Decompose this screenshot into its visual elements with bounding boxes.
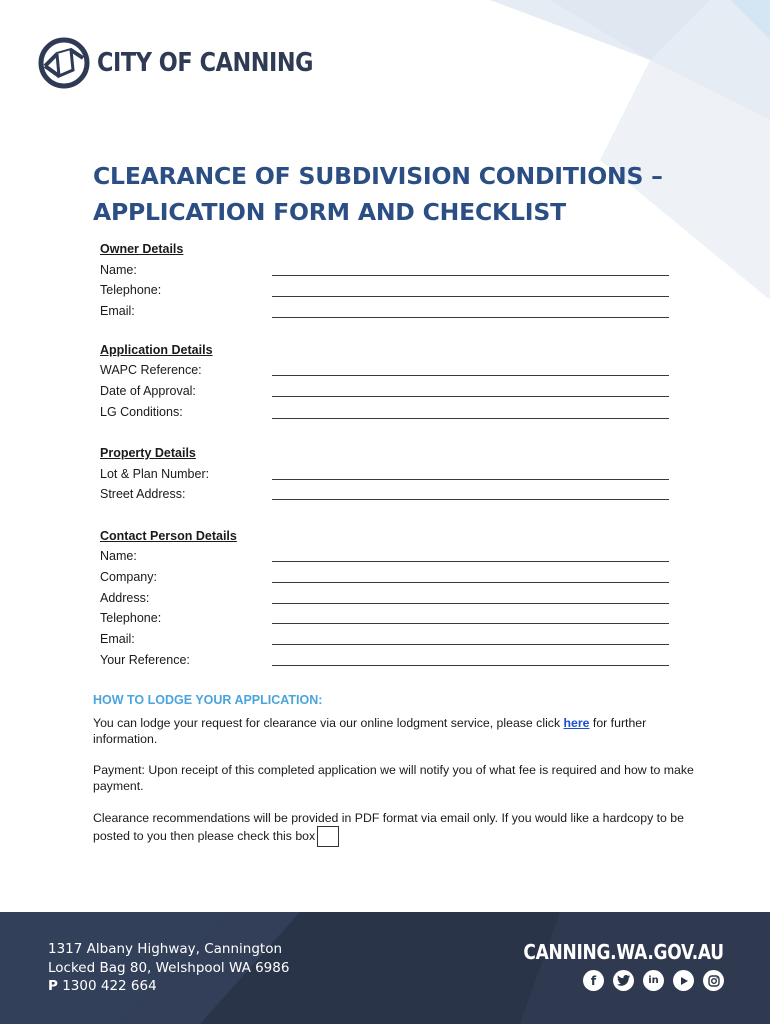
footer-address: [48, 940, 289, 996]
street-address-label: Street Address:: [100, 487, 186, 501]
street-address-field[interactable]: [272, 499, 669, 500]
corner-decoration: [350, 0, 770, 300]
contact-company-field[interactable]: [272, 582, 669, 583]
footer: [0, 912, 770, 1024]
address-line-1: 1317 Albany Highway, Cannington: [48, 941, 283, 957]
facebook-icon[interactable]: f: [583, 970, 604, 991]
owner-email-field[interactable]: [272, 317, 669, 318]
lot-plan-number-label: Lot & Plan Number:: [100, 467, 210, 481]
contact-address-label: Address:: [100, 591, 150, 605]
wapc-reference-field[interactable]: [272, 375, 669, 376]
lg-conditions-field[interactable]: [272, 418, 669, 419]
contact-email-field[interactable]: [272, 644, 669, 645]
contact-name-label: Name:: [100, 549, 137, 563]
linkedin-icon[interactable]: in: [643, 970, 664, 991]
phone-number: 1300 422 664: [62, 978, 157, 994]
contact-email-label: Email:: [100, 632, 135, 646]
lot-plan-number-field[interactable]: [272, 479, 669, 480]
lodge-paragraph: [93, 715, 703, 747]
owner-name-field[interactable]: [272, 275, 669, 276]
wapc-reference-label: WAPC Reference:: [100, 363, 202, 377]
owner-email-label: Email:: [100, 304, 135, 318]
your-reference-field[interactable]: [272, 665, 669, 666]
youtube-icon[interactable]: [673, 970, 694, 991]
hardcopy-checkbox[interactable]: [317, 826, 339, 847]
page-title: [93, 158, 713, 230]
application-details-heading: Application Details: [100, 343, 213, 357]
owner-telephone-label: Telephone:: [100, 283, 162, 297]
brand-name: CITY OF CANNING: [97, 48, 314, 78]
contact-company-label: Company:: [100, 570, 157, 584]
lodge-text-after: for further information.: [93, 716, 647, 746]
how-to-lodge-heading: HOW TO LODGE YOUR APPLICATION:: [93, 693, 323, 707]
address-line-2: Locked Bag 80, Welshpool WA 6986: [48, 959, 290, 976]
phone-prefix: P: [48, 978, 58, 994]
property-details-heading: Property Details: [100, 446, 196, 460]
date-of-approval-label: Date of Approval:: [100, 384, 196, 398]
contact-person-heading: Contact Person Details: [100, 529, 237, 543]
your-reference-label: Your Reference:: [100, 653, 190, 667]
contact-address-field[interactable]: [272, 603, 669, 604]
title-line-1: CLEARANCE OF SUBDIVISION CONDITIONS –: [93, 162, 663, 190]
lg-conditions-label: LG Conditions:: [100, 405, 183, 419]
social-links: [583, 970, 724, 991]
instagram-icon[interactable]: [703, 970, 724, 991]
title-line-2: APPLICATION FORM AND CHECKLIST: [93, 198, 566, 226]
city-emblem-icon: [37, 36, 91, 90]
here-link[interactable]: here: [563, 716, 590, 730]
owner-details-heading: Owner Details: [100, 242, 184, 256]
contact-telephone-label: Telephone:: [100, 611, 162, 625]
website-link[interactable]: CANNING.WA.GOV.AU: [523, 940, 724, 964]
contact-name-field[interactable]: [272, 561, 669, 562]
city-logo: [37, 36, 348, 90]
clearance-paragraph: [93, 810, 703, 847]
phone-line: [48, 977, 289, 996]
owner-name-label: Name:: [100, 263, 137, 277]
contact-telephone-field[interactable]: [272, 623, 669, 624]
payment-paragraph: Payment: Upon receipt of this completed application we will notify you of what fee is required and how to make payment.: [93, 763, 694, 793]
clearance-text: Clearance recommendations will be provided in PDF format via email only. If you would like a hardcopy to be posted to you then please check this box: [93, 811, 684, 843]
date-of-approval-field[interactable]: [272, 396, 669, 397]
lodge-text-before: You can lodge your request for clearance via our online lodgment service, please click: [93, 716, 564, 730]
owner-telephone-field[interactable]: [272, 296, 669, 297]
twitter-icon[interactable]: [613, 970, 634, 991]
